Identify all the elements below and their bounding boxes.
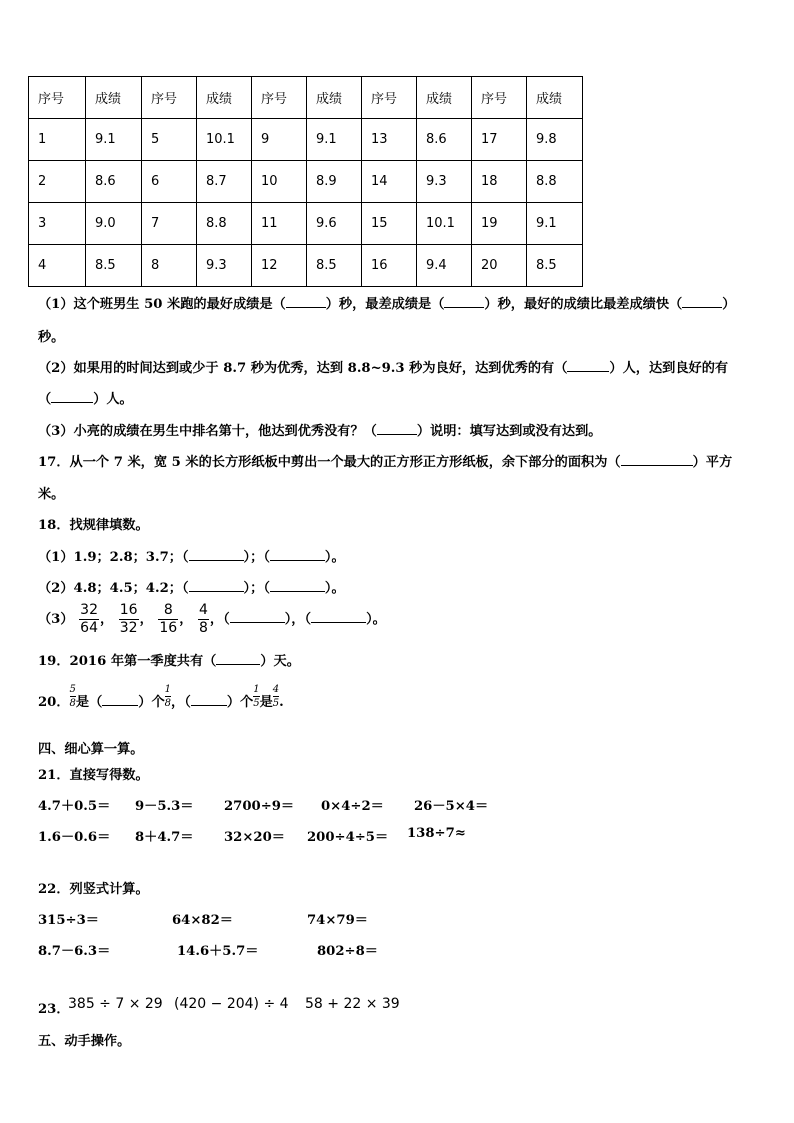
answer-blank[interactable] bbox=[191, 693, 227, 706]
answer-blank[interactable] bbox=[189, 579, 244, 592]
calc-item: 200÷4÷5＝ bbox=[307, 830, 389, 845]
table-cell: 14 bbox=[362, 161, 417, 203]
table-cell: 9.4 bbox=[417, 245, 472, 287]
expression: (420 − 204) ÷ 4 bbox=[174, 996, 289, 1012]
table-cell: 8.8 bbox=[197, 203, 252, 245]
q16-part2-text: ）人，达到良好的有 bbox=[609, 361, 729, 376]
table-cell: 8.7 bbox=[197, 161, 252, 203]
table-header-cell: 序号 bbox=[142, 77, 197, 119]
table-cell: 9.6 bbox=[307, 203, 362, 245]
q16-part1 bbox=[38, 293, 735, 312]
question-18-title: 18．找规律填数。 bbox=[38, 518, 149, 533]
q16-part2-text: （ bbox=[38, 392, 52, 407]
q18-part3: （3） $\frac{32}{64}$ ， $\frac{16}{32}$ ， $\frac{8}{16}$ ， $\frac{4}{8}$ ，（ ），（ ）。 bbox=[38, 602, 386, 636]
table-cell: 17 bbox=[472, 119, 527, 161]
answer-blank[interactable] bbox=[311, 610, 366, 623]
numerator: 8 bbox=[163, 602, 173, 618]
table-cell: 8.6 bbox=[86, 161, 142, 203]
answer-blank[interactable] bbox=[621, 453, 693, 466]
denominator: 16 bbox=[159, 620, 178, 636]
q16-part3-text: （3）小亮的成绩在男生中排名第十，他达到优秀没有？（ bbox=[38, 424, 377, 439]
numerator: 4 bbox=[272, 684, 280, 695]
answer-blank[interactable] bbox=[377, 422, 417, 435]
expression: 385 ÷ 7 × 29 bbox=[68, 996, 163, 1012]
numerator: 1 bbox=[253, 684, 260, 695]
answer-blank[interactable] bbox=[444, 295, 484, 308]
score-table bbox=[28, 76, 583, 287]
calc-item: 9－5.3＝ bbox=[135, 799, 194, 814]
denominator: 8 bbox=[69, 698, 76, 709]
section-5-heading: 五、动手操作。 bbox=[38, 1034, 131, 1049]
calc-item: 32×20＝ bbox=[224, 830, 285, 845]
calc-item: 2700÷9＝ bbox=[224, 799, 295, 814]
question-19 bbox=[38, 650, 300, 669]
numerator: 16 bbox=[119, 602, 138, 618]
answer-blank[interactable] bbox=[189, 548, 244, 561]
question-20-text: ，（ bbox=[171, 695, 191, 710]
calc-item: 138÷7≈ bbox=[407, 826, 466, 841]
q18-part3-text: （3） bbox=[38, 612, 74, 627]
q16-part1-text: ）秒，最好的成绩比最差成绩快（ bbox=[484, 297, 683, 312]
table-cell: 3 bbox=[29, 203, 86, 245]
answer-blank[interactable] bbox=[51, 390, 93, 403]
answer-blank[interactable] bbox=[270, 548, 325, 561]
fraction bbox=[198, 602, 209, 637]
q18-part2-text: ）。 bbox=[324, 581, 345, 596]
table-cell: 10 bbox=[252, 161, 307, 203]
q18-part2-text: ）；（ bbox=[243, 581, 270, 596]
q18-part1-text: ）。 bbox=[324, 550, 345, 565]
answer-blank[interactable] bbox=[270, 579, 325, 592]
table-cell: 1 bbox=[29, 119, 86, 161]
denominator: 5 bbox=[253, 698, 260, 709]
question-17 bbox=[38, 451, 732, 470]
q16-part2 bbox=[38, 357, 728, 376]
table-cell: 8.5 bbox=[307, 245, 362, 287]
denominator: 8 bbox=[198, 620, 208, 636]
table-header-cell: 序号 bbox=[362, 77, 417, 119]
table-cell: 9.1 bbox=[307, 119, 362, 161]
q16-part1-text: （1）这个班男生 50 米跑的最好成绩是（ bbox=[38, 297, 286, 312]
question-20-text: 是 bbox=[259, 695, 273, 710]
question-20-text: ）个 bbox=[138, 695, 165, 710]
answer-blank[interactable] bbox=[216, 652, 260, 665]
calc-item: 1.6－0.6＝ bbox=[38, 830, 111, 845]
table-cell: 9.8 bbox=[527, 119, 583, 161]
denominator: 8 bbox=[164, 698, 172, 709]
question-22-title: 22．列竖式计算。 bbox=[38, 882, 149, 897]
table-cell: 8 bbox=[142, 245, 197, 287]
question-17-cont: 米。 bbox=[38, 487, 65, 502]
calc-item: 802÷8＝ bbox=[317, 944, 378, 959]
table-header-cell: 成绩 bbox=[527, 77, 583, 119]
numerator: 1 bbox=[164, 684, 172, 695]
calc-item: 8＋4.7＝ bbox=[135, 830, 194, 845]
table-header-cell: 成绩 bbox=[86, 77, 142, 119]
table-cell: 9.1 bbox=[86, 119, 142, 161]
table-cell: 13 bbox=[362, 119, 417, 161]
answer-blank[interactable] bbox=[682, 295, 722, 308]
table-header-cell: 序号 bbox=[252, 77, 307, 119]
question-20-text: ）个 bbox=[226, 695, 254, 710]
q18-part3-text: ）。 bbox=[366, 612, 386, 627]
calc-item: 74×79＝ bbox=[307, 913, 368, 928]
fraction bbox=[119, 602, 139, 637]
table-header-row bbox=[29, 77, 583, 119]
table-row bbox=[29, 161, 583, 203]
question-19-text: 19．2016 年第一季度共有（ bbox=[38, 654, 217, 669]
question-23-number: 23． bbox=[38, 1002, 70, 1017]
table-cell: 18 bbox=[472, 161, 527, 203]
table-header-cell: 成绩 bbox=[197, 77, 252, 119]
calc-item: 315÷3＝ bbox=[38, 913, 99, 928]
table-header-cell: 序号 bbox=[472, 77, 527, 119]
table-row bbox=[29, 245, 583, 287]
table-cell: 8.8 bbox=[527, 161, 583, 203]
table-cell: 10.1 bbox=[197, 119, 252, 161]
answer-blank[interactable] bbox=[102, 693, 138, 706]
table-cell: 11 bbox=[252, 203, 307, 245]
q18-part3-text: ），（ bbox=[284, 612, 312, 627]
table-cell: 8.6 bbox=[417, 119, 472, 161]
table-cell: 19 bbox=[472, 203, 527, 245]
q16-part3-text: ）说明：填写达到或没有达到。 bbox=[416, 424, 602, 439]
denominator: 32 bbox=[119, 620, 138, 636]
question-17-text: 17．从一个 7 米，宽 5 米的长方形纸板中剪出一个最大的正方形正方形纸板，余下部分的面积为（ bbox=[38, 455, 621, 470]
answer-blank[interactable] bbox=[286, 295, 326, 308]
question-20-text: 是（ bbox=[75, 695, 103, 710]
table-cell: 8.5 bbox=[527, 245, 583, 287]
q18-part2 bbox=[38, 577, 345, 596]
q16-part1-cont: 秒。 bbox=[38, 330, 65, 345]
table-cell: 20 bbox=[472, 245, 527, 287]
denominator: 64 bbox=[80, 620, 98, 636]
fraction bbox=[79, 602, 99, 637]
expression: 58 + 22 × 39 bbox=[305, 996, 400, 1012]
calc-item: 64×82＝ bbox=[172, 913, 233, 928]
table-cell: 6 bbox=[142, 161, 197, 203]
q16-part1-text: ） bbox=[722, 297, 736, 312]
table-header-cell: 成绩 bbox=[417, 77, 472, 119]
table-cell: 9 bbox=[252, 119, 307, 161]
table-cell: 16 bbox=[362, 245, 417, 287]
table-cell: 9.3 bbox=[417, 161, 472, 203]
q18-part1-text: （1）1.9；2.8；3.7；（ bbox=[38, 550, 189, 565]
q16-part2-text: ）人。 bbox=[93, 392, 133, 407]
calc-item: 26－5×4＝ bbox=[414, 799, 489, 814]
answer-blank[interactable] bbox=[567, 359, 609, 372]
question-20-text: . bbox=[279, 695, 284, 710]
q18-part1 bbox=[38, 546, 345, 565]
numerator: 4 bbox=[198, 602, 208, 618]
calc-item: 0×4÷2＝ bbox=[321, 799, 384, 814]
calc-item: 8.7－6.3＝ bbox=[38, 944, 111, 959]
denominator: 5 bbox=[272, 698, 280, 709]
table-cell: 10.1 bbox=[417, 203, 472, 245]
question-17-text: ）平方 bbox=[692, 455, 733, 470]
table-cell: 9.3 bbox=[197, 245, 252, 287]
q16-part1-text: ）秒，最差成绩是（ bbox=[325, 297, 445, 312]
fraction bbox=[158, 602, 178, 637]
question-21-title: 21．直接写得数。 bbox=[38, 768, 149, 783]
section-4-heading: 四、细心算一算。 bbox=[38, 742, 144, 757]
table-cell: 12 bbox=[252, 245, 307, 287]
answer-blank[interactable] bbox=[230, 610, 285, 623]
q18-part3-text: ，（ bbox=[209, 612, 230, 627]
numerator: 32 bbox=[80, 602, 98, 618]
q16-part2-text: （2）如果用的时间达到或少于 8.7 秒为优秀，达到 8.8~9.3 秒为良好，达到优秀的有（ bbox=[38, 361, 568, 376]
question-19-text: ）天。 bbox=[260, 654, 300, 669]
question-20-text: 20． bbox=[38, 695, 70, 710]
calc-item: 14.6＋5.7＝ bbox=[177, 944, 259, 959]
question-20 bbox=[38, 683, 284, 710]
table-cell: 8.5 bbox=[86, 245, 142, 287]
table-cell: 9.1 bbox=[527, 203, 583, 245]
table-cell: 15 bbox=[362, 203, 417, 245]
table-row bbox=[29, 203, 583, 245]
table-cell: 7 bbox=[142, 203, 197, 245]
q16-part3 bbox=[38, 420, 602, 439]
table-header-cell: 成绩 bbox=[307, 77, 362, 119]
table-cell: 8.9 bbox=[307, 161, 362, 203]
q18-part2-text: （2）4.8；4.5；4.2；（ bbox=[38, 581, 189, 596]
numerator: 5 bbox=[69, 684, 76, 695]
table-cell: 2 bbox=[29, 161, 86, 203]
table-cell: 4 bbox=[29, 245, 86, 287]
q16-part2-cont bbox=[38, 388, 133, 407]
table-row bbox=[29, 119, 583, 161]
table-cell: 9.0 bbox=[86, 203, 142, 245]
q18-part1-text: ）；（ bbox=[243, 550, 270, 565]
calc-item: 4.7＋0.5＝ bbox=[38, 799, 111, 814]
table-header-cell: 序号 bbox=[29, 77, 86, 119]
table-cell: 5 bbox=[142, 119, 197, 161]
